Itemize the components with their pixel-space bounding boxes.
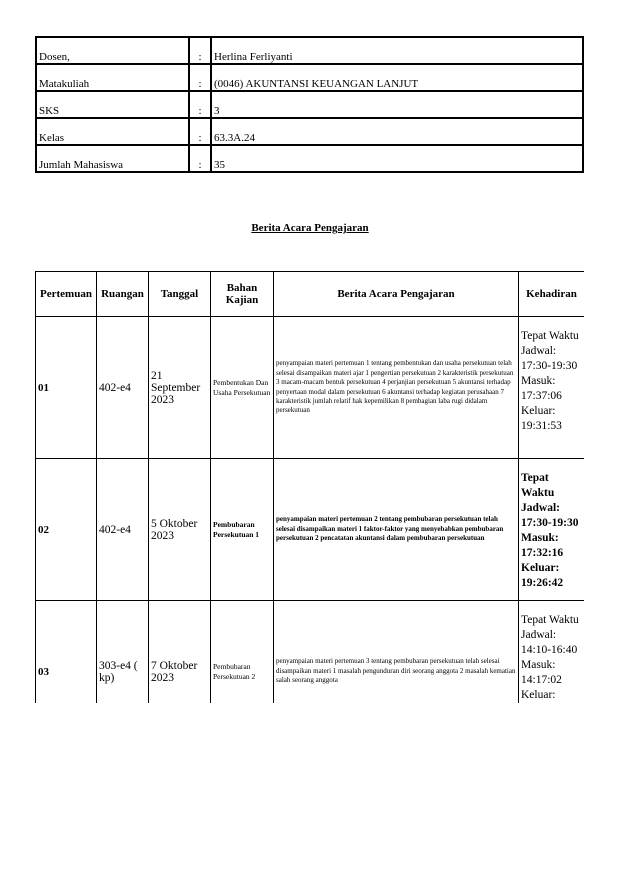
pertemuan-cell: 03 — [36, 601, 97, 704]
info-separator: : — [189, 37, 211, 64]
info-separator: : — [189, 91, 211, 118]
bahan-kajian-cell: Pembubaran Persekutuan 2 — [211, 601, 274, 704]
header-bahan-kajian: Bahan Kajian — [211, 272, 274, 317]
tanggal-cell: 5 Oktober 2023 — [149, 459, 211, 601]
info-label: Kelas — [36, 118, 189, 145]
berita-acara-cell: penyampaian materi pertemuan 3 tentang pembubaran persekutuan telah selesai disampaikan materi 1 masalah pengunduran diri seorang anggota 2 masalah kematian salah seorang anggota — [274, 601, 519, 704]
ruangan-cell: 303-e4 ( kp) — [97, 601, 149, 704]
info-row-sks — [36, 91, 583, 118]
kehadiran-cell: Tepat Waktu Jadwal: 17:30-19:30 Masuk: 17:32:16 Keluar: 19:26:42 — [519, 459, 585, 601]
kehadiran-cell: Tepat Waktu Jadwal: 14:10-16:40 Masuk: 14:17:02 Keluar: — [519, 601, 585, 704]
course-info-table — [35, 36, 584, 173]
info-row-dosen — [36, 37, 583, 64]
pertemuan-cell: 02 — [36, 459, 97, 601]
table-row — [36, 601, 585, 704]
kehadiran-cell: Tepat Waktu Jadwal: 17:30-19:30 Masuk: 17:37:06 Keluar: 19:31:53 — [519, 317, 585, 459]
ruangan-cell: 402-e4 — [97, 317, 149, 459]
header-tanggal: Tanggal — [149, 272, 211, 317]
header-ruangan: Ruangan — [97, 272, 149, 317]
bahan-kajian-cell: Pembentukan Dan Usaha Persekutuan — [211, 317, 274, 459]
info-value: 63.3A.24 — [211, 118, 583, 145]
pertemuan-cell: 01 — [36, 317, 97, 459]
table-row — [36, 459, 585, 601]
table-header-row — [36, 272, 585, 317]
info-row-jumlah — [36, 145, 583, 172]
teaching-record-table — [35, 271, 584, 703]
table-row — [36, 317, 585, 459]
header-pertemuan: Pertemuan — [36, 272, 97, 317]
header-berita-acara: Berita Acara Pengajaran — [274, 272, 519, 317]
tanggal-cell: 21 September 2023 — [149, 317, 211, 459]
info-separator: : — [189, 145, 211, 172]
info-row-kelas — [36, 118, 583, 145]
info-row-matakuliah — [36, 64, 583, 91]
info-label: Matakuliah — [36, 64, 189, 91]
berita-acara-cell: penyampaian materi pertemuan 1 tentang pembentukan dan usaha persekutuan telah selesai disampaikan materi ajar 1 pengertian persekutuan 2 karakteristik persekutuan 3 macam-macam bentuk persekutuan 4 perjanjian persekutuan 5 akuntansi terhadap penyertaan modal dalam persekutuan 6 akuntansi terhadap kegiatan perusahaan 7 karakteristik jumlah relatif hak kepemilikan 8 pembagian laba rugi didalam persekutuan — [274, 317, 519, 459]
ruangan-cell: 402-e4 — [97, 459, 149, 601]
info-value: Herlina Ferliyanti — [211, 37, 583, 64]
tanggal-cell: 7 Oktober 2023 — [149, 601, 211, 704]
info-separator: : — [189, 118, 211, 145]
document-title: Berita Acara Pengajaran — [251, 222, 369, 234]
info-label: Dosen, — [36, 37, 189, 64]
info-label: SKS — [36, 91, 189, 118]
info-value: 3 — [211, 91, 583, 118]
berita-acara-cell: penyampaian materi pertemuan 2 tentang pembubaran persekutuan telah selesai disampaikan materi 1 faktor-faktor yang menyebabkan pembubaran persekutuan 2 pencatatan akuntansi dalam pembubaran persekutuan — [274, 459, 519, 601]
header-kehadiran: Kehadiran — [519, 272, 585, 317]
info-separator: : — [189, 64, 211, 91]
bahan-kajian-cell: Pembubaran Persekutuan 1 — [211, 459, 274, 601]
info-label: Jumlah Mahasiswa — [36, 145, 189, 172]
info-value: (0046) AKUNTANSI KEUANGAN LANJUT — [211, 64, 583, 91]
info-value: 35 — [211, 145, 583, 172]
